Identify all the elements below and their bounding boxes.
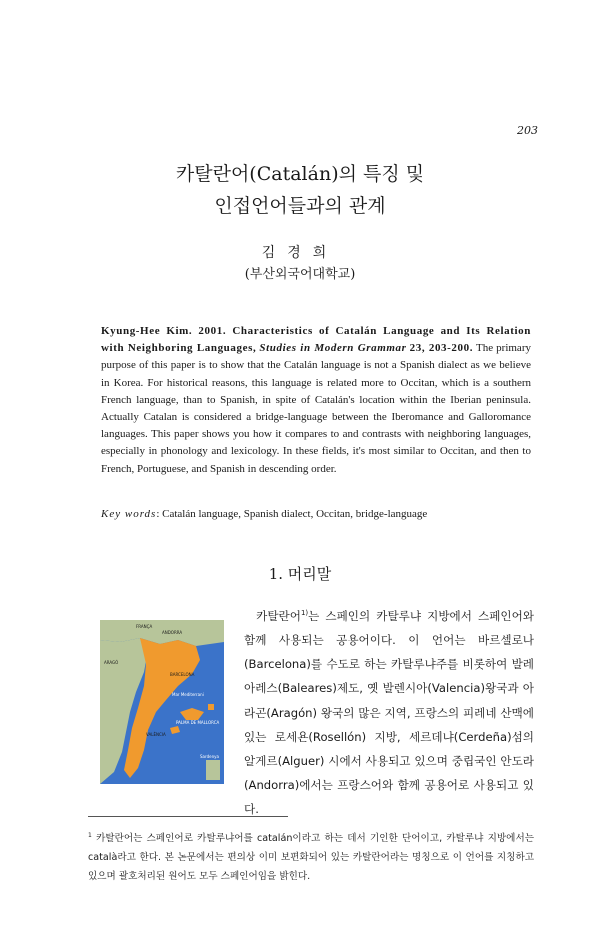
footnote-divider — [88, 816, 288, 817]
abstract-citation: Kyung-Hee Kim. 2001. Characteristics of Catalán Language and Its Relation with Neighboring Languages, — [101, 325, 531, 355]
catalan-region-map — [100, 620, 224, 784]
map-menorca — [208, 704, 214, 710]
body-paragraph — [244, 601, 534, 822]
keywords — [101, 508, 531, 520]
abstract-body: The primary purpose of this paper is to show that the Catalán language is not a Spanish dialect as we believe in Korea. For historical reasons, this language is related more to Occitan, which is a southern French language, than to Spanish, in spite of Catalán's location within the Iberian peninsula. Actually Catalan is considered a bridge-language between the Iberomance and Galloromance languages. This paper shows you how it compares to and contrasts with neighboring languages, especially in phonology and lexicology. In these fields, it's most similar to Occitan, and then to French, Portuguese, and Spanish in descending order. — [101, 342, 531, 475]
page-number: 203 — [517, 124, 538, 137]
keywords-text: : Catalán language, Spanish dialect, Occitan, bridge-language — [156, 508, 428, 520]
abstract-journal: Studies in Modern Grammar — [259, 342, 407, 355]
author-name: 김경희 — [261, 245, 339, 261]
footnote — [88, 826, 534, 886]
title-line-1: 카탈란어(Catalán)의 특징 및 — [175, 163, 425, 185]
footnote-text: 카탈란어는 스페인어로 카탈루냐어를 catalán이라고 하는 데서 기인한 단어이고, 카탈루냐 지방에서는 català라고 한다. 본 논문에서는 편의상 이미 보편화되어 있는 카탈란어라는 명칭으로 이 언어를 지칭하고 있으며 괄호처리된 원어도 모두 스페인어임을 밝힌다. — [88, 833, 534, 883]
map-label-barcelona: BARCELONA — [170, 672, 195, 677]
map-label-aragon: ARAGÓ — [104, 660, 119, 665]
footnote-mark: 1 — [88, 832, 92, 839]
map-label-valencia: VALÈNCIA — [146, 732, 166, 737]
map-label-france: FRANÇA — [136, 624, 153, 629]
body-term: 카탈란어 — [256, 608, 301, 623]
map-label-palma: PALMA DE MALLORCA — [176, 720, 220, 725]
map-label-andorra: ANDORRA — [162, 630, 183, 635]
author-affiliation: (부산외국어대학교) — [244, 267, 356, 282]
section-heading: 1. 머리말 — [268, 565, 332, 583]
paper-title — [0, 158, 600, 222]
abstract — [101, 323, 531, 478]
map-sardinia — [206, 760, 220, 780]
abstract-issue: 23, 203-200. — [409, 342, 474, 355]
map-label-sardinia: Sardenya — [200, 754, 219, 759]
map-label-sea: Mar Mediterrani — [172, 692, 204, 697]
title-line-2: 인접언어들과의 관계 — [214, 195, 386, 217]
body-text-content: 는 스페인의 카탈루냐 지방에서 스페인어와 함께 사용되는 공용어이다. 이 언어는 바르셀로나(Barcelona)를 수도로 하는 카탈루냐주를 비롯하여 발레아레스(Baleares)제도, 옛 발렌시아(Valencia)왕국과 아라곤(Aragón) 왕국의 많은 지역, 프랑스의 피레네 산맥에 있는 로세욘(Rosellón) 지방, 세르데냐(Cerdeña)섬의 알게르(Alguer) 시에서 사용되고 있으며 중립국인 안도라(Andorra)에서는 프랑스어와 함께 공용어로 사용되고 있다. — [244, 608, 534, 817]
keywords-label: Key words — [101, 508, 157, 520]
footnote-ref[interactable]: 1) — [300, 609, 309, 617]
